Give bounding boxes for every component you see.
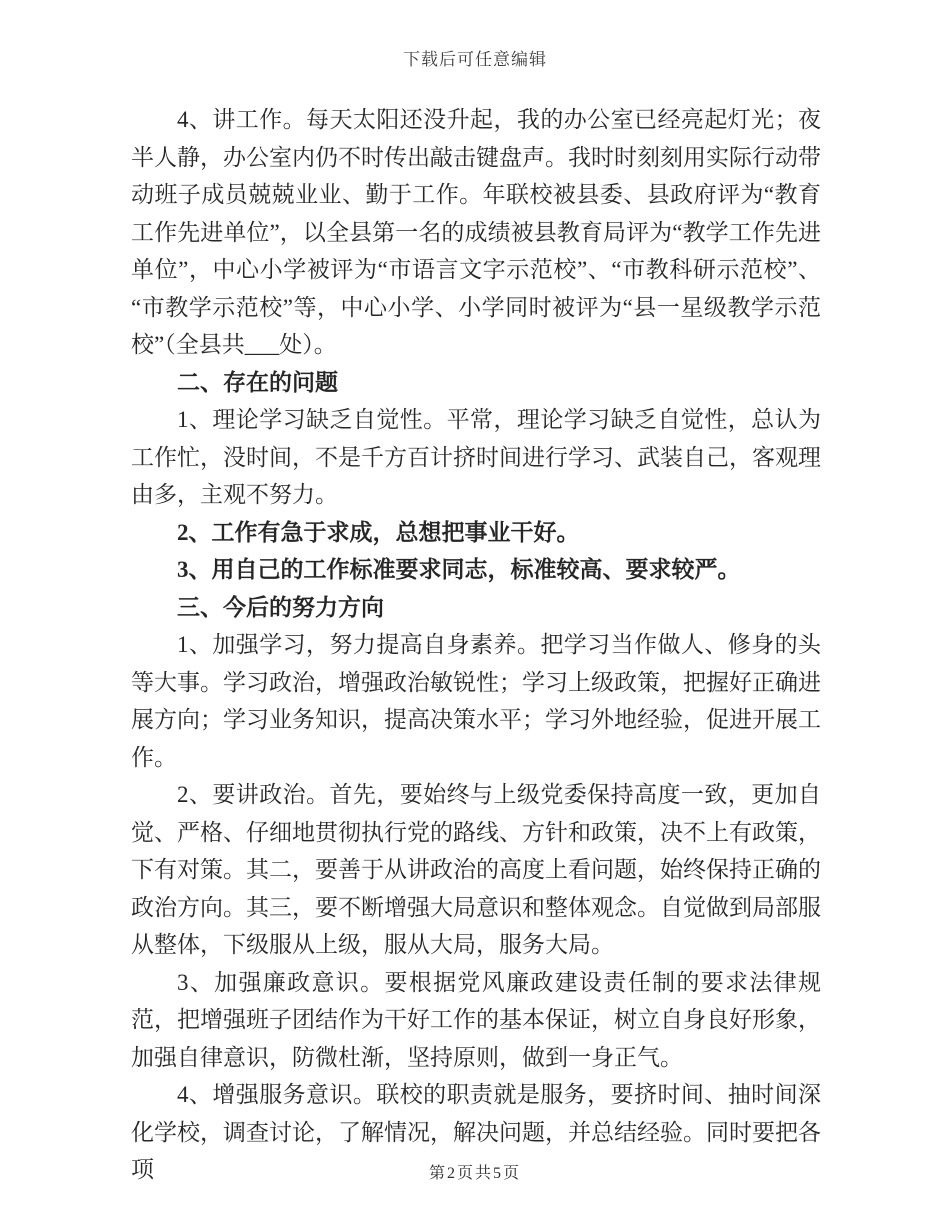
section-heading-future-direction: 三、今后的努力方向	[177, 594, 384, 620]
paragraph-work-summary: 4、讲工作。每天太阳还没升起，我的办公室已经亮起灯光；夜半人静，办公室内仍不时传出敲击键盘声。我时时刻刻用实际行动带动班子成员兢兢业业、勤于工作。年联校被县委、县政府评为“教育工作先进单位”，以全县第一名的成绩被县教育局评为“教学工作先进单位”，中心小学被评为“市语言文字示范校”、“市教科研示范校”、“市教学示范校”等，中心小学、小学同时被评为“县一星级教学示范校”（全县共___处）。	[131, 107, 821, 357]
page-number: 第2页共5页	[428, 1165, 521, 1182]
paragraph-direction-4: 4、增强服务意识。联校的职责就是服务，要挤时间、抽时间深化学校，调查讨论，了解情况，解决问题，并总结经验。同时要把各项	[131, 1082, 821, 1182]
section-heading-problems: 二、存在的问题	[177, 369, 338, 395]
paragraph-direction-3: 3、加强廉政意识。要根据党风廉政建设责任制的要求法律规范，把增强班子团结作为干好工作的基本保证，树立自身良好形象，加强自律意识，防微杜渐，坚持原则，做到一身正气。	[131, 969, 821, 1070]
paragraph-problem-1: 1、理论学习缺乏自觉性。平常，理论学习缺乏自觉性，总认为工作忙，没时间，不是千方百计挤时间进行学习、武装自己，客观理由多，主观不努力。	[131, 407, 821, 507]
paragraph-problem-2: 2、工作有急于求成，总想把事业干好。	[177, 519, 580, 545]
document-body	[131, 101, 821, 1189]
header-note: 下载后可任意编辑	[403, 50, 547, 69]
paragraph-direction-1: 1、加强学习，努力提高自身素养。把学习当作做人、修身的头等大事。学习政治，增强政治敏锐性；学习上级政策，把握好正确进展方向；学习业务知识，提高决策水平；学习外地经验，促进开展工作。	[131, 632, 821, 770]
paragraph-problem-3: 3、用自己的工作标准要求同志，标准较高、要求较严。	[177, 557, 741, 582]
paragraph-direction-2: 2、要讲政治。首先，要始终与上级党委保持高度一致，更加自觉、严格、仔细地贯彻执行党的路线、方针和政策，决不上有政策，下有对策。其二，要善于从讲政治的高度上看问题，始终保持正确的政治方向。其三，要不断增强大局意识和整体观念。自觉做到局部服从整体，下级服从上级，服从大局，服务大局。	[131, 782, 821, 957]
